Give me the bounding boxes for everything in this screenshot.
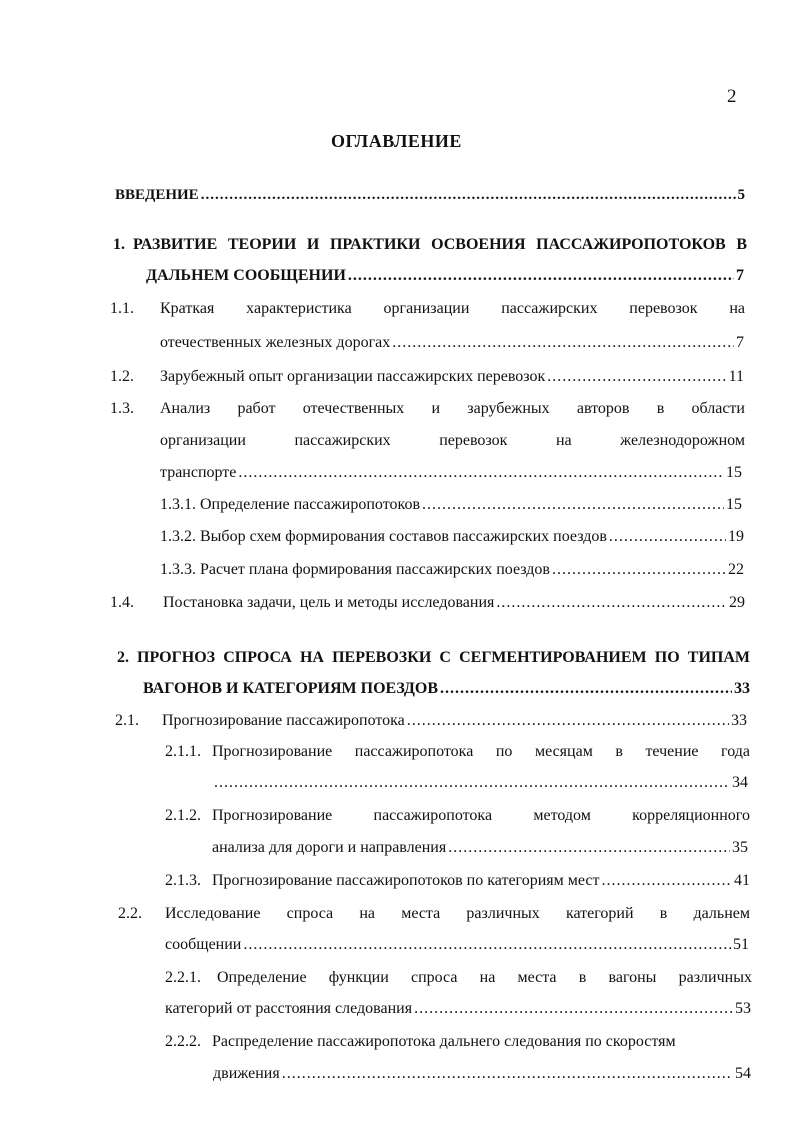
word: месяцам (534, 743, 593, 760)
word: в (615, 743, 623, 760)
toc-page: 29 (729, 594, 745, 611)
page-title: ОГЛАВЛЕНИЕ (331, 131, 462, 151)
word: ПАССАЖИРОПОТОКОВ (536, 236, 726, 253)
section-number: 1.2. (110, 368, 134, 385)
toc-label: транспорте (160, 464, 237, 481)
word: вагоны (608, 969, 657, 986)
toc-entry-1-3-2[interactable] (160, 528, 744, 546)
word: пассажирских (501, 300, 598, 317)
toc-entry-1-1-line1[interactable] (160, 300, 745, 318)
toc-label: ВАГОНОВ И КАТЕГОРИЯМ ПОЕЗДОВ (143, 680, 438, 697)
word: ПРАКТИКИ (329, 236, 421, 253)
toc-page: 7 (736, 267, 744, 284)
section-number: 1.1. (110, 300, 134, 317)
toc-label: отечественных железных дорогах (160, 334, 391, 351)
word: работ (237, 400, 276, 417)
word: дальнем (693, 905, 750, 922)
word: С (439, 649, 451, 666)
word: методом (533, 807, 591, 824)
toc-page: 41 (734, 872, 750, 889)
toc-label: движения (213, 1065, 280, 1082)
toc-page: 54 (735, 1065, 751, 1082)
toc-page: 11 (728, 368, 744, 385)
toc-entry-2-2-1-line1[interactable] (217, 969, 752, 987)
toc-label: 1.3.3. Расчет плана формирования пассажирских поездов (160, 561, 550, 578)
toc-entry-ch2-line1[interactable] (137, 649, 750, 667)
toc-label: Прогнозирование пассажиропотоков по категориям мест (212, 872, 600, 889)
word: перевозок (629, 300, 698, 317)
toc-label: анализа для дороги и направления (212, 839, 447, 856)
word: пассажиропотока (373, 807, 493, 824)
toc-page: 51 (733, 936, 749, 953)
word: в (656, 400, 665, 417)
section-number: 2.1.3. (165, 872, 201, 889)
toc-entry-ch2-line2[interactable] (143, 680, 750, 698)
word: течение (645, 743, 699, 760)
word: года (721, 743, 750, 760)
word: железнодорожном (620, 432, 745, 449)
toc-entry-2-1-1-line2[interactable] (212, 774, 748, 792)
leader-dots (214, 774, 730, 792)
toc-entry-2-1-3[interactable] (212, 872, 750, 890)
word: авторов (576, 400, 630, 417)
word: в (659, 905, 668, 922)
leader-dots (547, 368, 726, 386)
leader-dots (348, 267, 734, 285)
word: функции (328, 969, 389, 986)
toc-entry-2-1-2-line2[interactable] (212, 839, 748, 857)
word: отечественных (302, 400, 405, 417)
word: ПЕРЕВОЗКИ (332, 649, 432, 666)
toc-label: 1.3.2. Выбор схем формирования составов пассажирских поездов (160, 528, 607, 545)
leader-dots (496, 594, 727, 612)
toc-page: 33 (731, 712, 747, 729)
toc-label: Прогнозирование пассажиропотока (162, 712, 405, 729)
word: РАЗВИТИЕ (133, 236, 218, 253)
toc-page: 34 (732, 774, 748, 791)
toc-page: 19 (728, 528, 744, 545)
section-number: 1.3. (110, 400, 134, 417)
toc-entry-1-4[interactable] (163, 594, 745, 612)
toc-page: 15 (726, 464, 742, 481)
toc-entry-2-2-2-line1[interactable]: Распределение пассажиропотока дальнего следования по скоростям (212, 1033, 676, 1050)
word: В (736, 236, 747, 253)
section-number: 2.2.2. (165, 1033, 201, 1050)
word: пассажирских (294, 432, 391, 449)
word: Краткая (160, 300, 215, 317)
word: Прогнозирование (212, 807, 333, 824)
leader-dots (552, 561, 726, 579)
section-number: 2.1.1. (165, 743, 201, 760)
toc-page: 5 (737, 187, 745, 203)
section-number: 2.1.2. (165, 807, 201, 824)
toc-entry-1-3-line2[interactable] (160, 432, 745, 450)
leader-dots (407, 712, 729, 730)
toc-page: 33 (734, 680, 750, 697)
word: ОСВОЕНИЯ (431, 236, 526, 253)
toc-entry-2-2-2-line2[interactable] (213, 1065, 751, 1083)
toc-label: 1.3.1. Определение пассажиропотоков (160, 496, 420, 513)
section-number: 2.1. (115, 712, 139, 729)
toc-label: Зарубежный опыт организации пассажирских перевозок (160, 368, 546, 385)
toc-entry-intro[interactable] (115, 187, 745, 204)
toc-entry-1-2[interactable] (160, 368, 744, 386)
toc-entry-1-1-line2[interactable] (160, 334, 744, 352)
word: на (555, 432, 572, 449)
leader-dots (392, 334, 734, 352)
word: на (479, 969, 496, 986)
toc-entry-1-3-line3[interactable] (160, 464, 742, 482)
word: корреляционного (632, 807, 750, 824)
word: и (431, 400, 441, 417)
word: различных (678, 969, 752, 986)
toc-page: 35 (732, 839, 748, 856)
word: перевозок (439, 432, 508, 449)
word: И (306, 236, 320, 253)
chapter-number: 2. (117, 649, 129, 666)
word: категорий (565, 905, 634, 922)
toc-entry-ch1-line2[interactable] (146, 267, 744, 285)
toc-page: 53 (735, 1000, 751, 1017)
word: спроса (410, 969, 458, 986)
word: на (359, 905, 375, 922)
word: характеристика (246, 300, 352, 317)
section-number: 1.4. (110, 594, 134, 611)
leader-dots (440, 680, 732, 698)
leader-dots (243, 936, 731, 954)
toc-entry-1-3-line1[interactable] (160, 400, 745, 418)
word: на (729, 300, 745, 317)
toc-entry-2-2-1-line2[interactable] (165, 1000, 751, 1018)
word: НА (299, 649, 324, 666)
leader-dots (601, 872, 732, 890)
leader-dots (448, 839, 730, 857)
toc-entry-2-1[interactable] (162, 712, 747, 730)
chapter-number: 1. (113, 236, 125, 253)
toc-entry-1-3-3[interactable] (160, 561, 744, 579)
word: организации (160, 432, 246, 449)
toc-label: ДАЛЬНЕМ СООБЩЕНИИ (146, 267, 346, 284)
toc-page: 22 (728, 561, 744, 578)
toc-page: 7 (736, 334, 744, 351)
word: области (691, 400, 745, 417)
word: организации (383, 300, 470, 317)
section-number: 2.2.1. (165, 969, 201, 986)
toc-entry-ch1-line1[interactable] (133, 236, 747, 254)
word: ТИПАМ (687, 649, 750, 666)
word: СПРОСА (223, 649, 292, 666)
word: ПРОГНОЗ (137, 649, 216, 666)
toc-label: сообщении (165, 936, 242, 953)
toc-label: ВВЕДЕНИЕ (115, 187, 199, 203)
word: ТЕОРИИ (227, 236, 297, 253)
word: места (401, 905, 441, 922)
toc-entry-1-3-1[interactable] (160, 496, 742, 514)
word: Прогнозирование (212, 743, 333, 760)
word: места (517, 969, 557, 986)
leader-dots (238, 464, 724, 482)
word: пассажиропотока (354, 743, 474, 760)
page-number: 2 (727, 86, 737, 107)
toc-entry-2-1-2-line1[interactable] (212, 807, 750, 825)
word: ПО (654, 649, 680, 666)
word: различных (466, 905, 540, 922)
toc-entry-2-2-line2[interactable] (165, 936, 749, 954)
word: зарубежных (467, 400, 550, 417)
word: по (495, 743, 513, 760)
word: СЕГМЕНТИРОВАНИЕМ (459, 649, 647, 666)
section-number: 2.2. (118, 905, 142, 922)
toc-label: категорий от расстояния следования (165, 1000, 413, 1017)
leader-dots (282, 1065, 733, 1083)
word: Анализ (160, 400, 211, 417)
word: Определение (217, 969, 307, 986)
word: спроса (286, 905, 334, 922)
leader-dots (201, 187, 736, 204)
leader-dots (414, 1000, 733, 1018)
toc-entry-2-1-1-line1[interactable] (212, 743, 750, 761)
toc-label: Постановка задачи, цель и методы исследования (163, 594, 495, 611)
word: Исследование (165, 905, 261, 922)
toc-page: 15 (726, 496, 742, 513)
leader-dots (609, 528, 726, 546)
toc-entry-2-2-line1[interactable] (165, 905, 750, 923)
leader-dots (422, 496, 724, 514)
word: в (578, 969, 587, 986)
